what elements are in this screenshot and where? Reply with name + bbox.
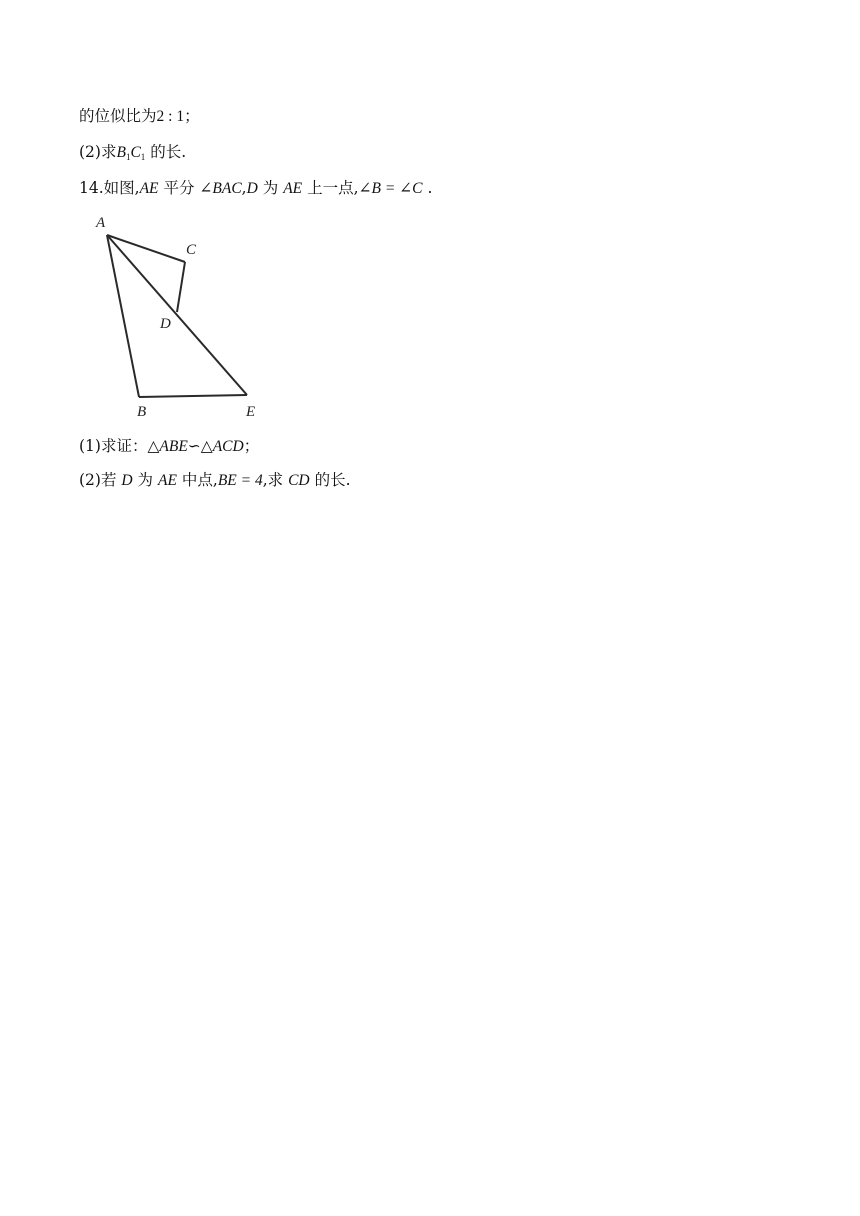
segment-b: B (116, 144, 126, 161)
text-length: 的长. (314, 471, 351, 489)
geometry-figure (90, 206, 280, 422)
ratio-value: 2 : 1 (156, 108, 185, 125)
point-d: D (121, 472, 133, 489)
segment-be-line (139, 395, 247, 397)
label-a: A (96, 215, 106, 231)
text-midpoint: 中点, (181, 471, 218, 489)
question-number: (2)求 (79, 143, 117, 161)
text-is: 为 (137, 471, 154, 489)
segment-ae: AE (139, 180, 159, 197)
text-comma: , (241, 179, 247, 197)
segment-c: C (130, 144, 141, 161)
question-number: (2)若 (79, 471, 117, 489)
segment-cd: CD (288, 472, 310, 489)
question-2-find-b1c1 (79, 142, 186, 167)
segment-ae-2: AE (283, 180, 303, 197)
triangle-acd: △ACD (200, 438, 244, 455)
subscript-1: 1 (125, 152, 131, 162)
label-c: C (186, 242, 197, 258)
text-point-on: 上一点, (307, 179, 359, 197)
angle-condition: ∠B = ∠C (358, 180, 423, 197)
text-ratio-prefix: 的位似比为 (79, 107, 157, 125)
similar-symbol: ∽ (187, 438, 201, 455)
text-line-ratio (79, 106, 200, 127)
label-d: D (160, 316, 171, 332)
label-e: E (246, 404, 256, 420)
segment-cd-line (177, 262, 185, 312)
text-tail: 的长. (150, 143, 187, 161)
text-bisects: 平分 (163, 179, 195, 197)
question-2-find-cd (79, 470, 351, 491)
problem-14-statement (79, 178, 432, 199)
text-semicolon: ； (184, 107, 200, 125)
text-period: . (427, 179, 433, 197)
label-b: B (137, 404, 147, 420)
question-number: (1)求证： (79, 437, 148, 455)
subscript-1b: 1 (140, 152, 146, 162)
angle-bac: ∠BAC (199, 180, 242, 197)
length-be: BE = 4 (217, 472, 263, 489)
problem-number: 14.如图, (79, 179, 140, 197)
text-find: ,求 (262, 471, 284, 489)
segment-ab-line (107, 235, 139, 397)
text-semicolon: ； (243, 437, 260, 455)
text-is: 为 (262, 179, 279, 197)
triangle-abe: △ABE (147, 438, 188, 455)
point-d: D (246, 180, 258, 197)
question-1-prove-similar (79, 436, 259, 457)
segment-ae: AE (158, 472, 177, 489)
